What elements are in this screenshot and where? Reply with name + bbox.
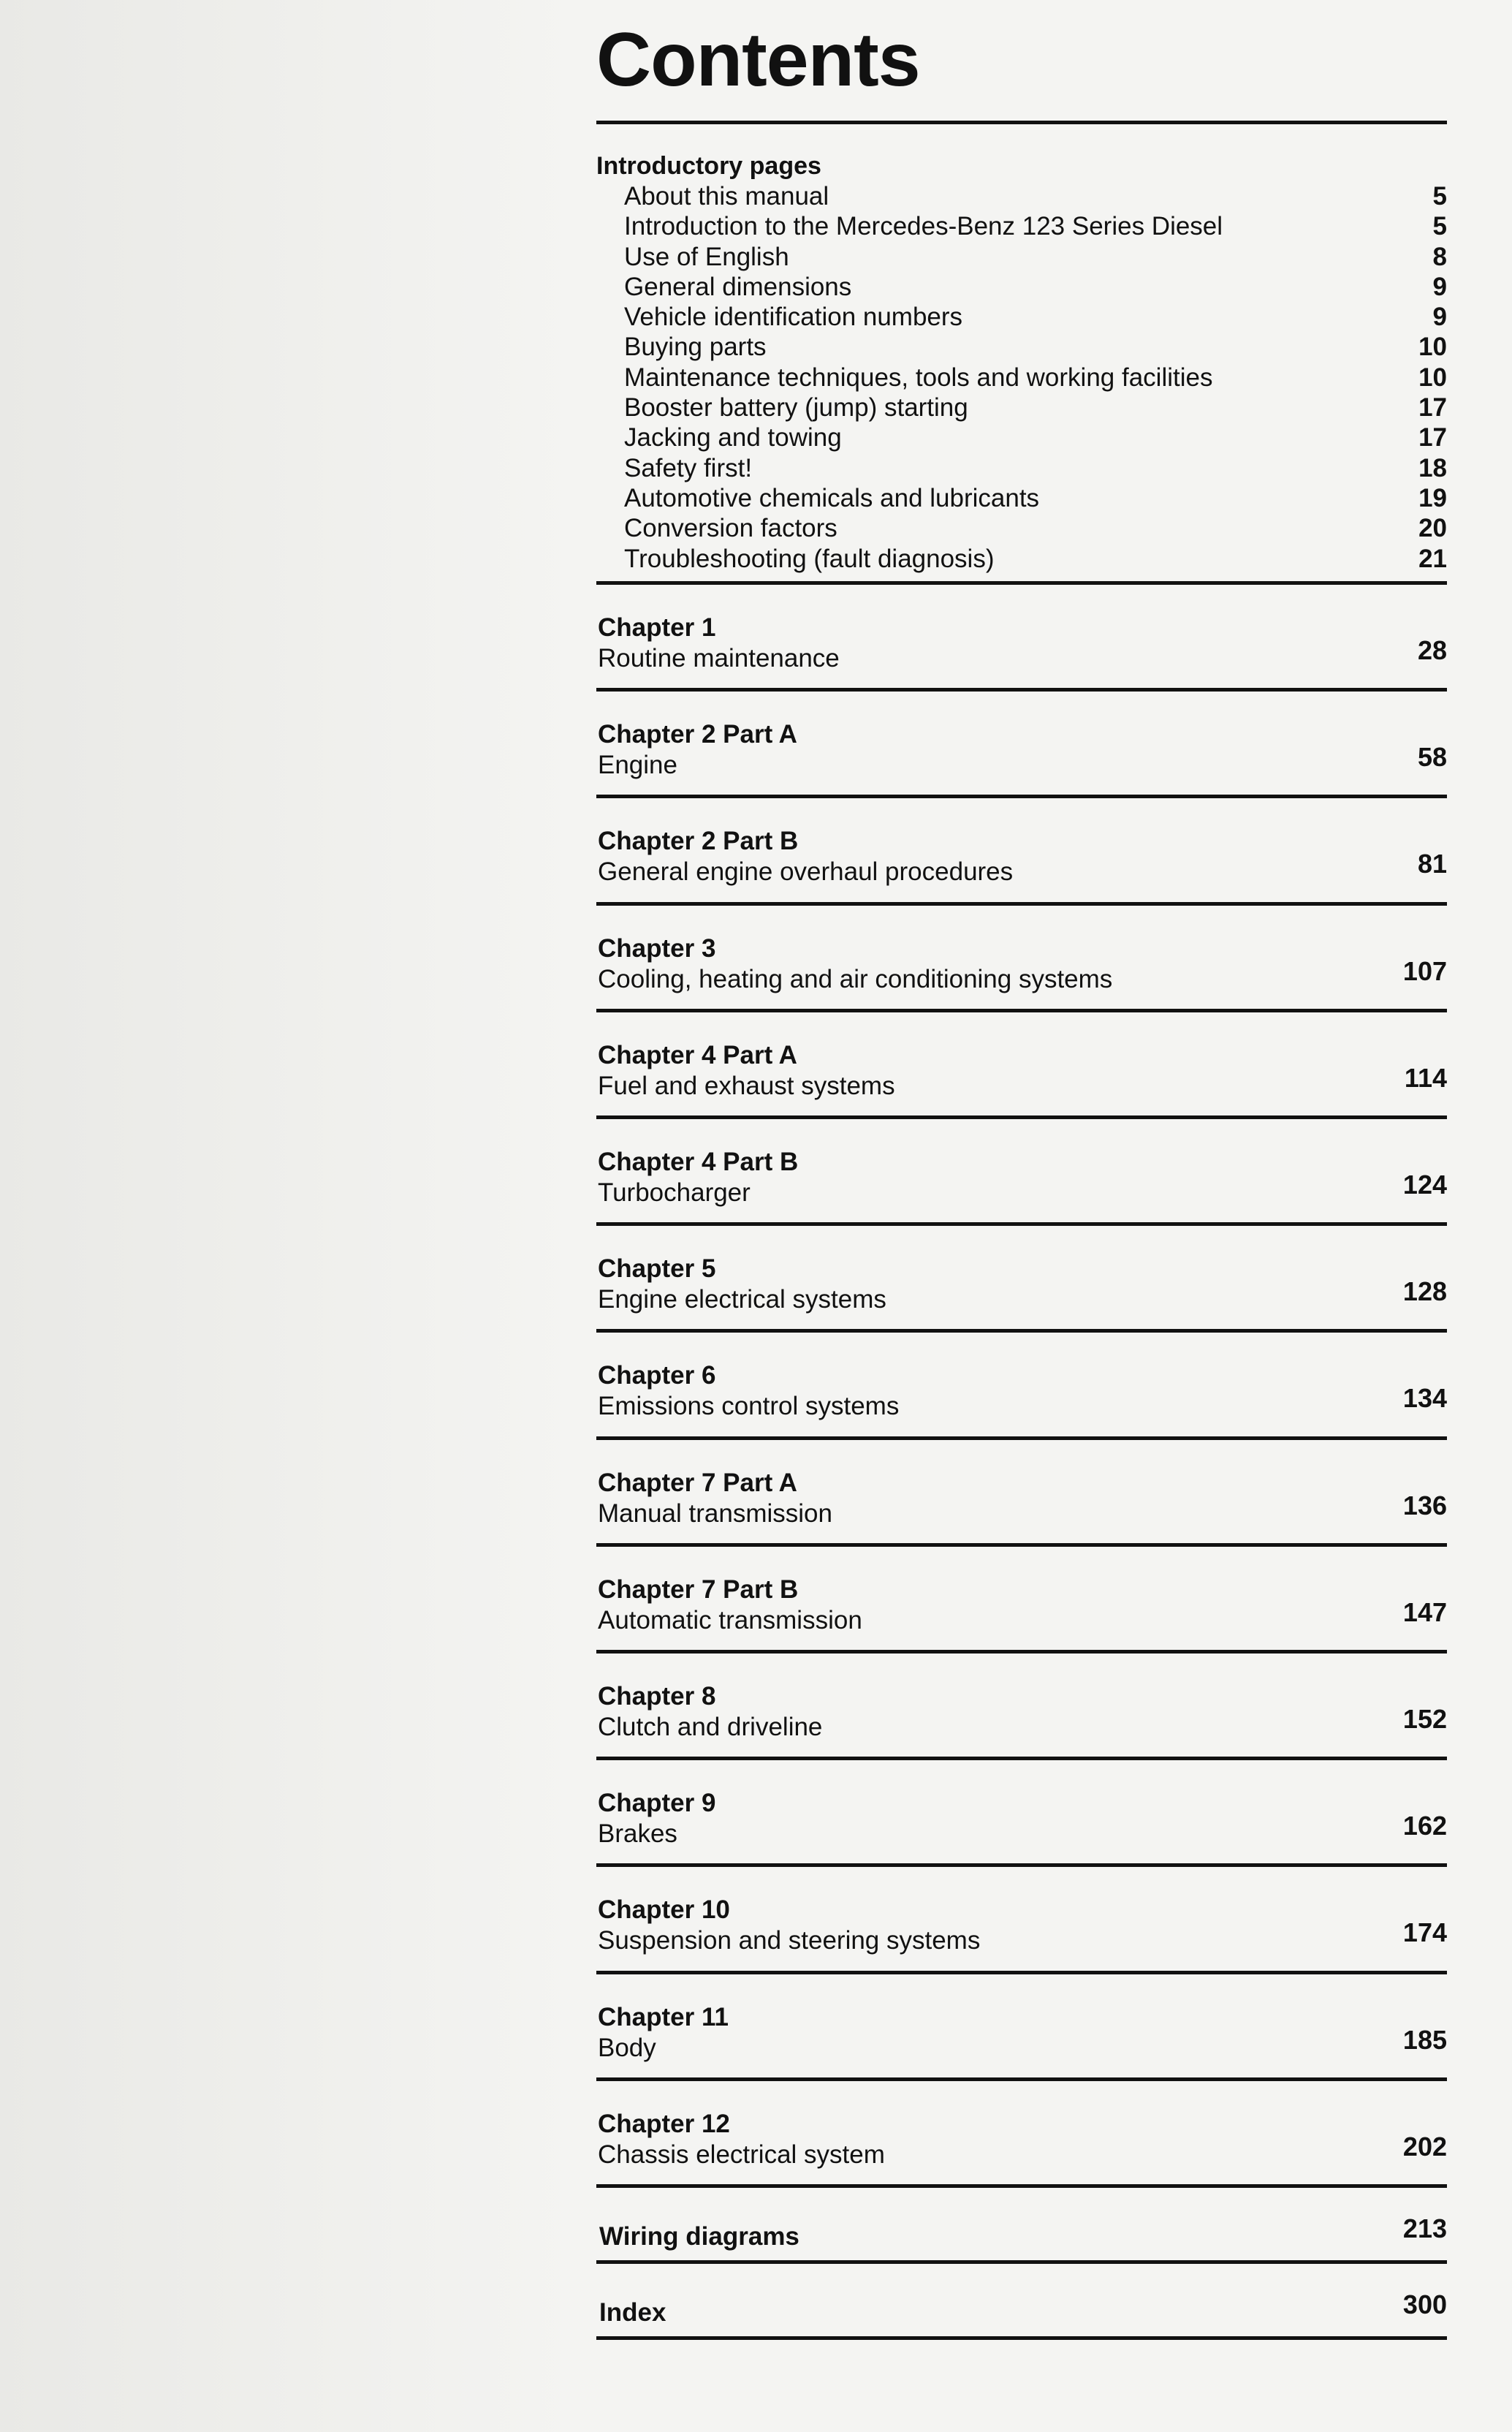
chapter-page: 128: [1402, 1276, 1447, 1307]
chapter-title: Clutch and driveline: [598, 1713, 823, 1741]
intro-entry-page: 20: [1418, 514, 1447, 543]
section-divider: [596, 1436, 1447, 1440]
page-margin-shade: [0, 0, 585, 2432]
chapter-number: Chapter 7 Part A: [598, 1468, 797, 1497]
section-divider: [596, 1222, 1447, 1226]
section-divider: [596, 795, 1447, 798]
section-divider: [596, 2184, 1447, 2188]
intro-entry-label: Buying parts: [624, 333, 767, 362]
chapter-number: Chapter 2 Part B: [598, 827, 799, 856]
chapter-number: Chapter 3: [598, 933, 716, 963]
chapter-entry[interactable]: [596, 1575, 1447, 1648]
intro-entry-label: Troubleshooting (fault diagnosis): [624, 544, 995, 573]
chapter-page: 81: [1417, 849, 1447, 879]
intro-entry-label: Use of English: [624, 242, 789, 271]
chapter-entry[interactable]: [596, 1682, 1447, 1755]
intro-entry-label: Safety first!: [624, 453, 753, 482]
wiring-diagrams-label: Wiring diagrams: [599, 2222, 799, 2251]
intro-entry-label: Jacking and towing: [624, 423, 842, 452]
intro-entry[interactable]: [596, 483, 1447, 513]
chapter-page: 185: [1402, 2024, 1447, 2055]
wiring-diagrams-page: 213: [1402, 2213, 1447, 2243]
intro-entry-label: Automotive chemicals and lubricants: [624, 483, 1040, 512]
index-label: Index: [599, 2298, 666, 2327]
chapter-entry[interactable]: [596, 1041, 1447, 1114]
chapter-title: Fuel and exhaust systems: [598, 1071, 895, 1100]
section-divider: [596, 1650, 1447, 1653]
chapter-number: Chapter 10: [598, 1895, 730, 1925]
page-title: Contents: [596, 18, 920, 102]
intro-entry[interactable]: [596, 181, 1447, 211]
chapter-page: 136: [1402, 1490, 1447, 1520]
chapter-title: Emissions control systems: [598, 1392, 900, 1421]
chapter-title: Routine maintenance: [598, 644, 840, 673]
chapter-page: 134: [1402, 1383, 1447, 1414]
intro-entry[interactable]: [596, 544, 1447, 574]
section-divider: [596, 581, 1447, 585]
section-divider: [596, 1329, 1447, 1333]
chapter-number: Chapter 4 Part B: [598, 1148, 799, 1176]
chapter-number: Chapter 2 Part A: [598, 720, 797, 749]
chapter-entry[interactable]: [596, 827, 1447, 900]
chapter-title: General engine overhaul procedures: [598, 857, 1014, 887]
chapter-entry[interactable]: [596, 1148, 1447, 1221]
chapter-entry[interactable]: [596, 2110, 1447, 2183]
intro-entry-label: About this manual: [624, 182, 829, 211]
intro-entry-page: 9: [1432, 272, 1447, 301]
section-divider: [596, 1757, 1447, 1760]
chapter-title: Automatic transmission: [598, 1605, 862, 1634]
intro-entry[interactable]: [596, 332, 1447, 362]
chapter-title: Chassis electrical system: [598, 2140, 885, 2169]
chapter-page: 107: [1402, 955, 1447, 986]
chapter-entry[interactable]: [596, 934, 1447, 1007]
chapter-title: Engine electrical systems: [598, 1285, 886, 1314]
chapter-title: Cooling, heating and air conditioning systems: [598, 964, 1113, 993]
intro-entry-page: 21: [1418, 544, 1447, 573]
chapter-number: Chapter 8: [598, 1682, 716, 1711]
intro-entry[interactable]: [596, 363, 1447, 393]
intro-entry-label: General dimensions: [624, 272, 852, 301]
chapter-number: Chapter 1: [598, 613, 716, 642]
intro-entry-page: 19: [1418, 483, 1447, 512]
wiring-diagrams-entry[interactable]: [596, 2213, 1447, 2257]
intro-entry[interactable]: [596, 393, 1447, 423]
chapter-title: Manual transmission: [598, 1499, 832, 1528]
chapter-number: Chapter 9: [598, 1789, 716, 1818]
section-divider: [596, 2077, 1447, 2081]
chapter-title: Turbocharger: [598, 1178, 751, 1207]
chapter-number: Chapter 7 Part B: [598, 1575, 799, 1604]
contents-column: [596, 0, 1447, 2432]
chapter-number: Chapter 11: [598, 2002, 729, 2031]
intro-entry-page: 5: [1432, 182, 1447, 211]
chapter-page: 147: [1402, 1596, 1447, 1627]
section-divider: [596, 688, 1447, 692]
title-divider: [596, 121, 1447, 124]
intro-entry-page: 18: [1418, 453, 1447, 482]
intro-entry[interactable]: [596, 423, 1447, 452]
chapter-title: Body: [598, 2033, 656, 2062]
section-divider: [596, 1863, 1447, 1867]
section-divider: [596, 2336, 1447, 2340]
chapter-page: 174: [1402, 1917, 1447, 1948]
intro-entry-page: 17: [1418, 423, 1447, 452]
chapter-title: Suspension and steering systems: [598, 1926, 981, 1955]
chapter-entry[interactable]: [596, 720, 1447, 793]
chapter-number: Chapter 5: [598, 1254, 716, 1284]
intro-entry-page: 8: [1432, 242, 1447, 271]
intro-entry[interactable]: [596, 453, 1447, 483]
chapter-entry[interactable]: [596, 1361, 1447, 1434]
index-page: 300: [1402, 2289, 1447, 2319]
intro-entry-label: Introduction to the Mercedes-Benz 123 Series Diesel: [624, 212, 1223, 241]
chapter-page: 28: [1417, 635, 1447, 665]
chapter-page: 124: [1402, 1170, 1447, 1200]
intro-entry-page: 5: [1432, 212, 1447, 241]
intro-entry-label: Maintenance techniques, tools and working facilities: [624, 363, 1213, 392]
introductory-heading: Introductory pages: [596, 152, 821, 180]
chapter-number: Chapter 6: [598, 1361, 716, 1390]
intro-entry-label: Booster battery (jump) starting: [624, 393, 968, 423]
section-divider: [596, 1009, 1447, 1012]
chapter-entry[interactable]: [596, 1895, 1447, 1969]
intro-entry[interactable]: [596, 302, 1447, 332]
chapter-title: Brakes: [598, 1819, 677, 1849]
chapter-entry[interactable]: [596, 2003, 1447, 2076]
chapter-title: Engine: [598, 751, 677, 780]
intro-entry[interactable]: [596, 211, 1447, 241]
section-divider: [596, 1115, 1447, 1119]
intro-entry-page: 9: [1432, 303, 1447, 332]
intro-entry-label: Conversion factors: [624, 514, 837, 543]
chapter-page: 202: [1402, 2131, 1447, 2162]
introductory-section: [596, 151, 1447, 574]
chapter-entry[interactable]: [596, 613, 1447, 686]
section-divider: [596, 1971, 1447, 1974]
chapter-entry[interactable]: [596, 1789, 1447, 1862]
chapter-page: 152: [1402, 1704, 1447, 1734]
intro-entry-page: 17: [1418, 393, 1447, 423]
intro-entry[interactable]: [596, 242, 1447, 272]
intro-entry[interactable]: [596, 513, 1447, 543]
intro-entry-page: 10: [1418, 333, 1447, 362]
chapter-page: 114: [1404, 1062, 1447, 1093]
chapter-page: 162: [1402, 1811, 1447, 1841]
intro-entry-page: 10: [1418, 363, 1447, 392]
chapter-number: Chapter 12: [598, 2109, 730, 2138]
intro-entry-label: Vehicle identification numbers: [624, 303, 963, 332]
chapter-entry[interactable]: [596, 1469, 1447, 1542]
section-divider: [596, 1543, 1447, 1547]
chapter-number: Chapter 4 Part A: [598, 1040, 797, 1069]
intro-entry[interactable]: [596, 272, 1447, 302]
chapter-page: 58: [1417, 742, 1447, 773]
section-divider: [596, 2260, 1447, 2264]
section-divider: [596, 902, 1447, 906]
index-entry[interactable]: [596, 2289, 1447, 2333]
chapter-entry[interactable]: [596, 1254, 1447, 1327]
introductory-list: [596, 181, 1447, 574]
